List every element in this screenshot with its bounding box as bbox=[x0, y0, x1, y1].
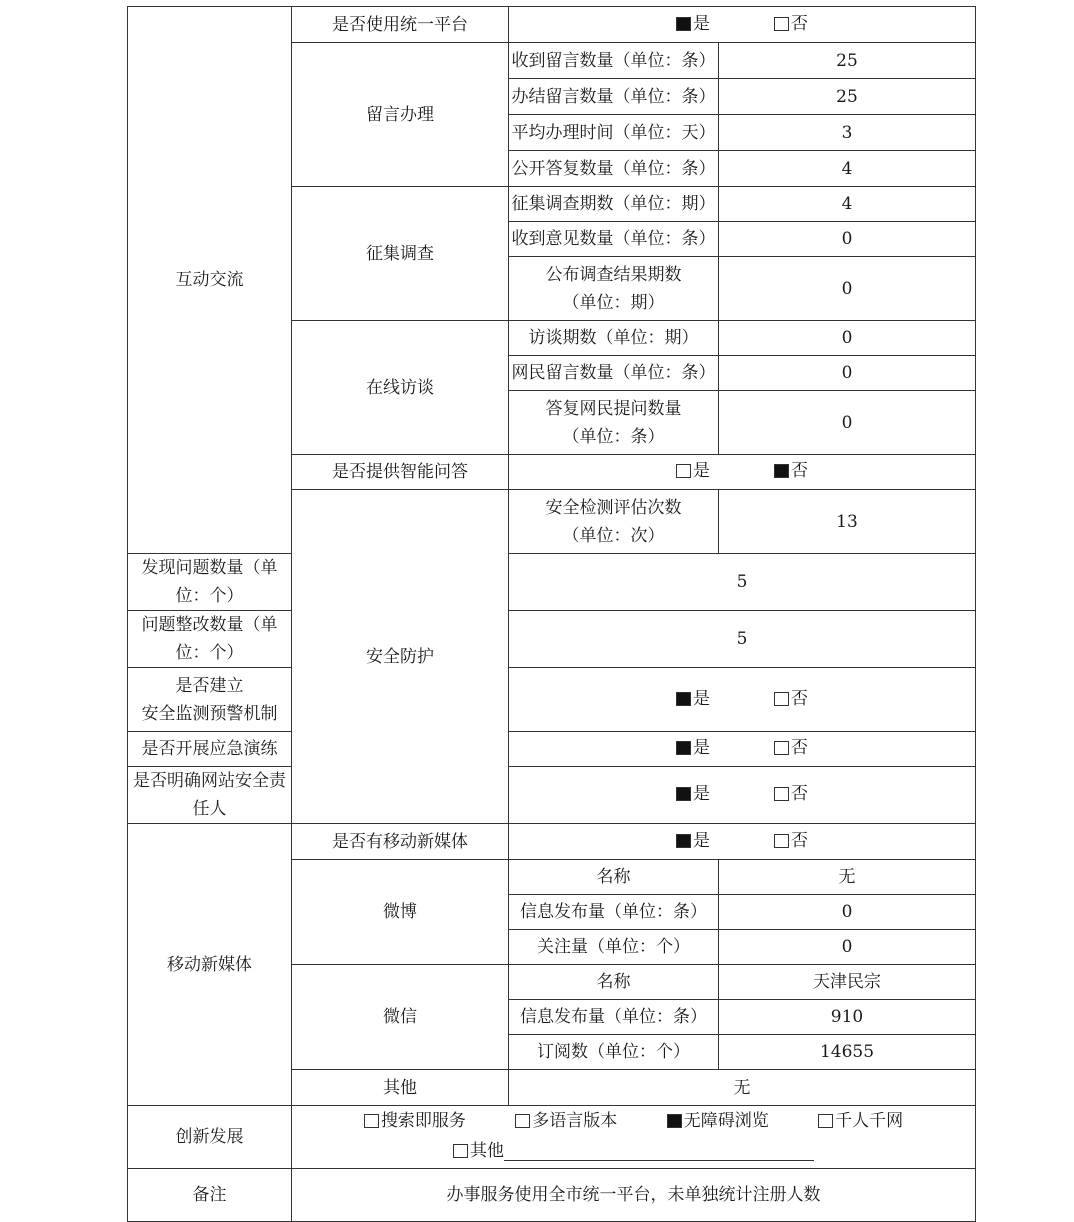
metric-label: 订阅数（单位：个） bbox=[509, 1035, 719, 1070]
section-remarks: 备注 bbox=[128, 1169, 292, 1222]
responsible-person-choice: 是 否 bbox=[509, 767, 976, 824]
metric-value: 14655 bbox=[719, 1035, 976, 1070]
metric-value: 0 bbox=[719, 257, 976, 321]
metric-value: 4 bbox=[719, 187, 976, 222]
survey-label: 征集调查 bbox=[292, 187, 509, 321]
section-security: 安全防护 bbox=[292, 490, 509, 824]
checkbox-icon[interactable] bbox=[676, 741, 691, 755]
metric-value: 0 bbox=[719, 930, 976, 965]
checkbox-icon[interactable] bbox=[676, 692, 691, 706]
metric-label: 收到留言数量（单位：条） bbox=[509, 43, 719, 79]
row-innovation bbox=[128, 1106, 976, 1169]
metric-label: 征集调查期数（单位：期） bbox=[509, 187, 719, 222]
option-multilingual: 多语言版本 bbox=[532, 1111, 618, 1131]
metric-value: 4 bbox=[719, 151, 976, 187]
other-blank-line[interactable] bbox=[504, 1142, 814, 1161]
metric-label: 访谈期数（单位：期） bbox=[509, 321, 719, 356]
option-personalized: 千人千网 bbox=[835, 1111, 904, 1131]
row-unified-platform bbox=[128, 7, 976, 43]
remarks-text: 办事服务使用全市统一平台，未单独统计注册人数 bbox=[292, 1169, 976, 1222]
report-table bbox=[127, 6, 976, 1222]
metric-label: 问题整改数量（单位：个） bbox=[128, 611, 292, 668]
checkbox-icon[interactable] bbox=[667, 1114, 682, 1128]
weibo-label: 微博 bbox=[292, 860, 509, 965]
option-search-service: 搜索即服务 bbox=[380, 1111, 466, 1131]
has-mobile-media-choice: 是 否 bbox=[509, 824, 976, 860]
table-row bbox=[128, 611, 976, 668]
message-handling-label: 留言办理 bbox=[292, 43, 509, 187]
metric-value: 0 bbox=[719, 895, 976, 930]
metric-label: 名称 bbox=[509, 860, 719, 895]
emergency-drill-choice: 是 否 bbox=[509, 732, 976, 767]
checkbox-icon[interactable] bbox=[676, 464, 691, 478]
checkbox-icon[interactable] bbox=[676, 17, 691, 31]
metric-value: 0 bbox=[719, 356, 976, 391]
checkbox-icon[interactable] bbox=[453, 1144, 468, 1158]
metric-value: 3 bbox=[719, 115, 976, 151]
checkbox-icon[interactable] bbox=[364, 1114, 379, 1128]
checkbox-icon[interactable] bbox=[774, 787, 789, 801]
checkbox-icon[interactable] bbox=[774, 834, 789, 848]
row-remarks bbox=[128, 1169, 976, 1222]
checkbox-icon[interactable] bbox=[515, 1114, 530, 1128]
row-warning-mechanism bbox=[128, 668, 976, 732]
checkbox-icon[interactable] bbox=[676, 834, 691, 848]
metric-label: 公开答复数量（单位：条） bbox=[509, 151, 719, 187]
metric-value: 910 bbox=[719, 1000, 976, 1035]
checkbox-icon[interactable] bbox=[774, 741, 789, 755]
responsible-person-label: 是否明确网站安全责任人 bbox=[128, 767, 292, 824]
metric-value: 25 bbox=[719, 79, 976, 115]
metric-label: 平均办理时间（单位：天） bbox=[509, 115, 719, 151]
metric-label: 收到意见数量（单位：条） bbox=[509, 222, 719, 257]
checkbox-icon[interactable] bbox=[774, 692, 789, 706]
option-other: 其他 bbox=[470, 1141, 504, 1161]
warning-mechanism-label: 是否建立 安全监测预警机制 bbox=[128, 668, 292, 732]
row-has-mobile-media bbox=[128, 824, 976, 860]
metric-label: 名称 bbox=[509, 965, 719, 1000]
row-responsible-person bbox=[128, 767, 976, 824]
smart-qa-label: 是否提供智能问答 bbox=[292, 455, 509, 490]
online-interview-label: 在线访谈 bbox=[292, 321, 509, 455]
wechat-label: 微信 bbox=[292, 965, 509, 1070]
metric-value: 0 bbox=[719, 321, 976, 356]
unified-platform-choice: 是 否 bbox=[509, 7, 976, 43]
smart-qa-choice: 是 否 bbox=[509, 455, 976, 490]
metric-label: 安全检测评估次数 （单位：次） bbox=[509, 490, 719, 554]
metric-value: 0 bbox=[719, 391, 976, 455]
metric-value: 25 bbox=[719, 43, 976, 79]
metric-label: 答复网民提问数量 （单位：条） bbox=[509, 391, 719, 455]
metric-value: 天津民宗 bbox=[719, 965, 976, 1000]
other-media-value: 无 bbox=[509, 1070, 976, 1106]
other-media-label: 其他 bbox=[292, 1070, 509, 1106]
metric-label: 发现问题数量（单位：个） bbox=[128, 554, 292, 611]
unified-platform-label: 是否使用统一平台 bbox=[292, 7, 509, 43]
has-mobile-media-label: 是否有移动新媒体 bbox=[292, 824, 509, 860]
checkbox-icon[interactable] bbox=[818, 1114, 833, 1128]
metric-label: 信息发布量（单位：条） bbox=[509, 895, 719, 930]
section-mobile: 移动新媒体 bbox=[128, 824, 292, 1106]
table-row bbox=[128, 554, 976, 611]
section-innovation: 创新发展 bbox=[128, 1106, 292, 1169]
metric-label: 公布调查结果期数 （单位：期） bbox=[509, 257, 719, 321]
metric-label: 关注量（单位：个） bbox=[509, 930, 719, 965]
metric-label: 办结留言数量（单位：条） bbox=[509, 79, 719, 115]
metric-label: 网民留言数量（单位：条） bbox=[509, 356, 719, 391]
innovation-options bbox=[292, 1106, 976, 1169]
option-accessibility: 无障碍浏览 bbox=[683, 1111, 769, 1131]
section-interaction: 互动交流 bbox=[128, 7, 292, 554]
metric-value: 0 bbox=[719, 222, 976, 257]
checkbox-icon[interactable] bbox=[774, 464, 789, 478]
metric-value: 5 bbox=[509, 554, 976, 611]
metric-value: 无 bbox=[719, 860, 976, 895]
metric-value: 13 bbox=[719, 490, 976, 554]
emergency-drill-label: 是否开展应急演练 bbox=[128, 732, 292, 767]
row-emergency-drill bbox=[128, 732, 976, 767]
metric-value: 5 bbox=[509, 611, 976, 668]
metric-label: 信息发布量（单位：条） bbox=[509, 1000, 719, 1035]
checkbox-icon[interactable] bbox=[676, 787, 691, 801]
checkbox-icon[interactable] bbox=[774, 17, 789, 31]
warning-mechanism-choice: 是 否 bbox=[509, 668, 976, 732]
